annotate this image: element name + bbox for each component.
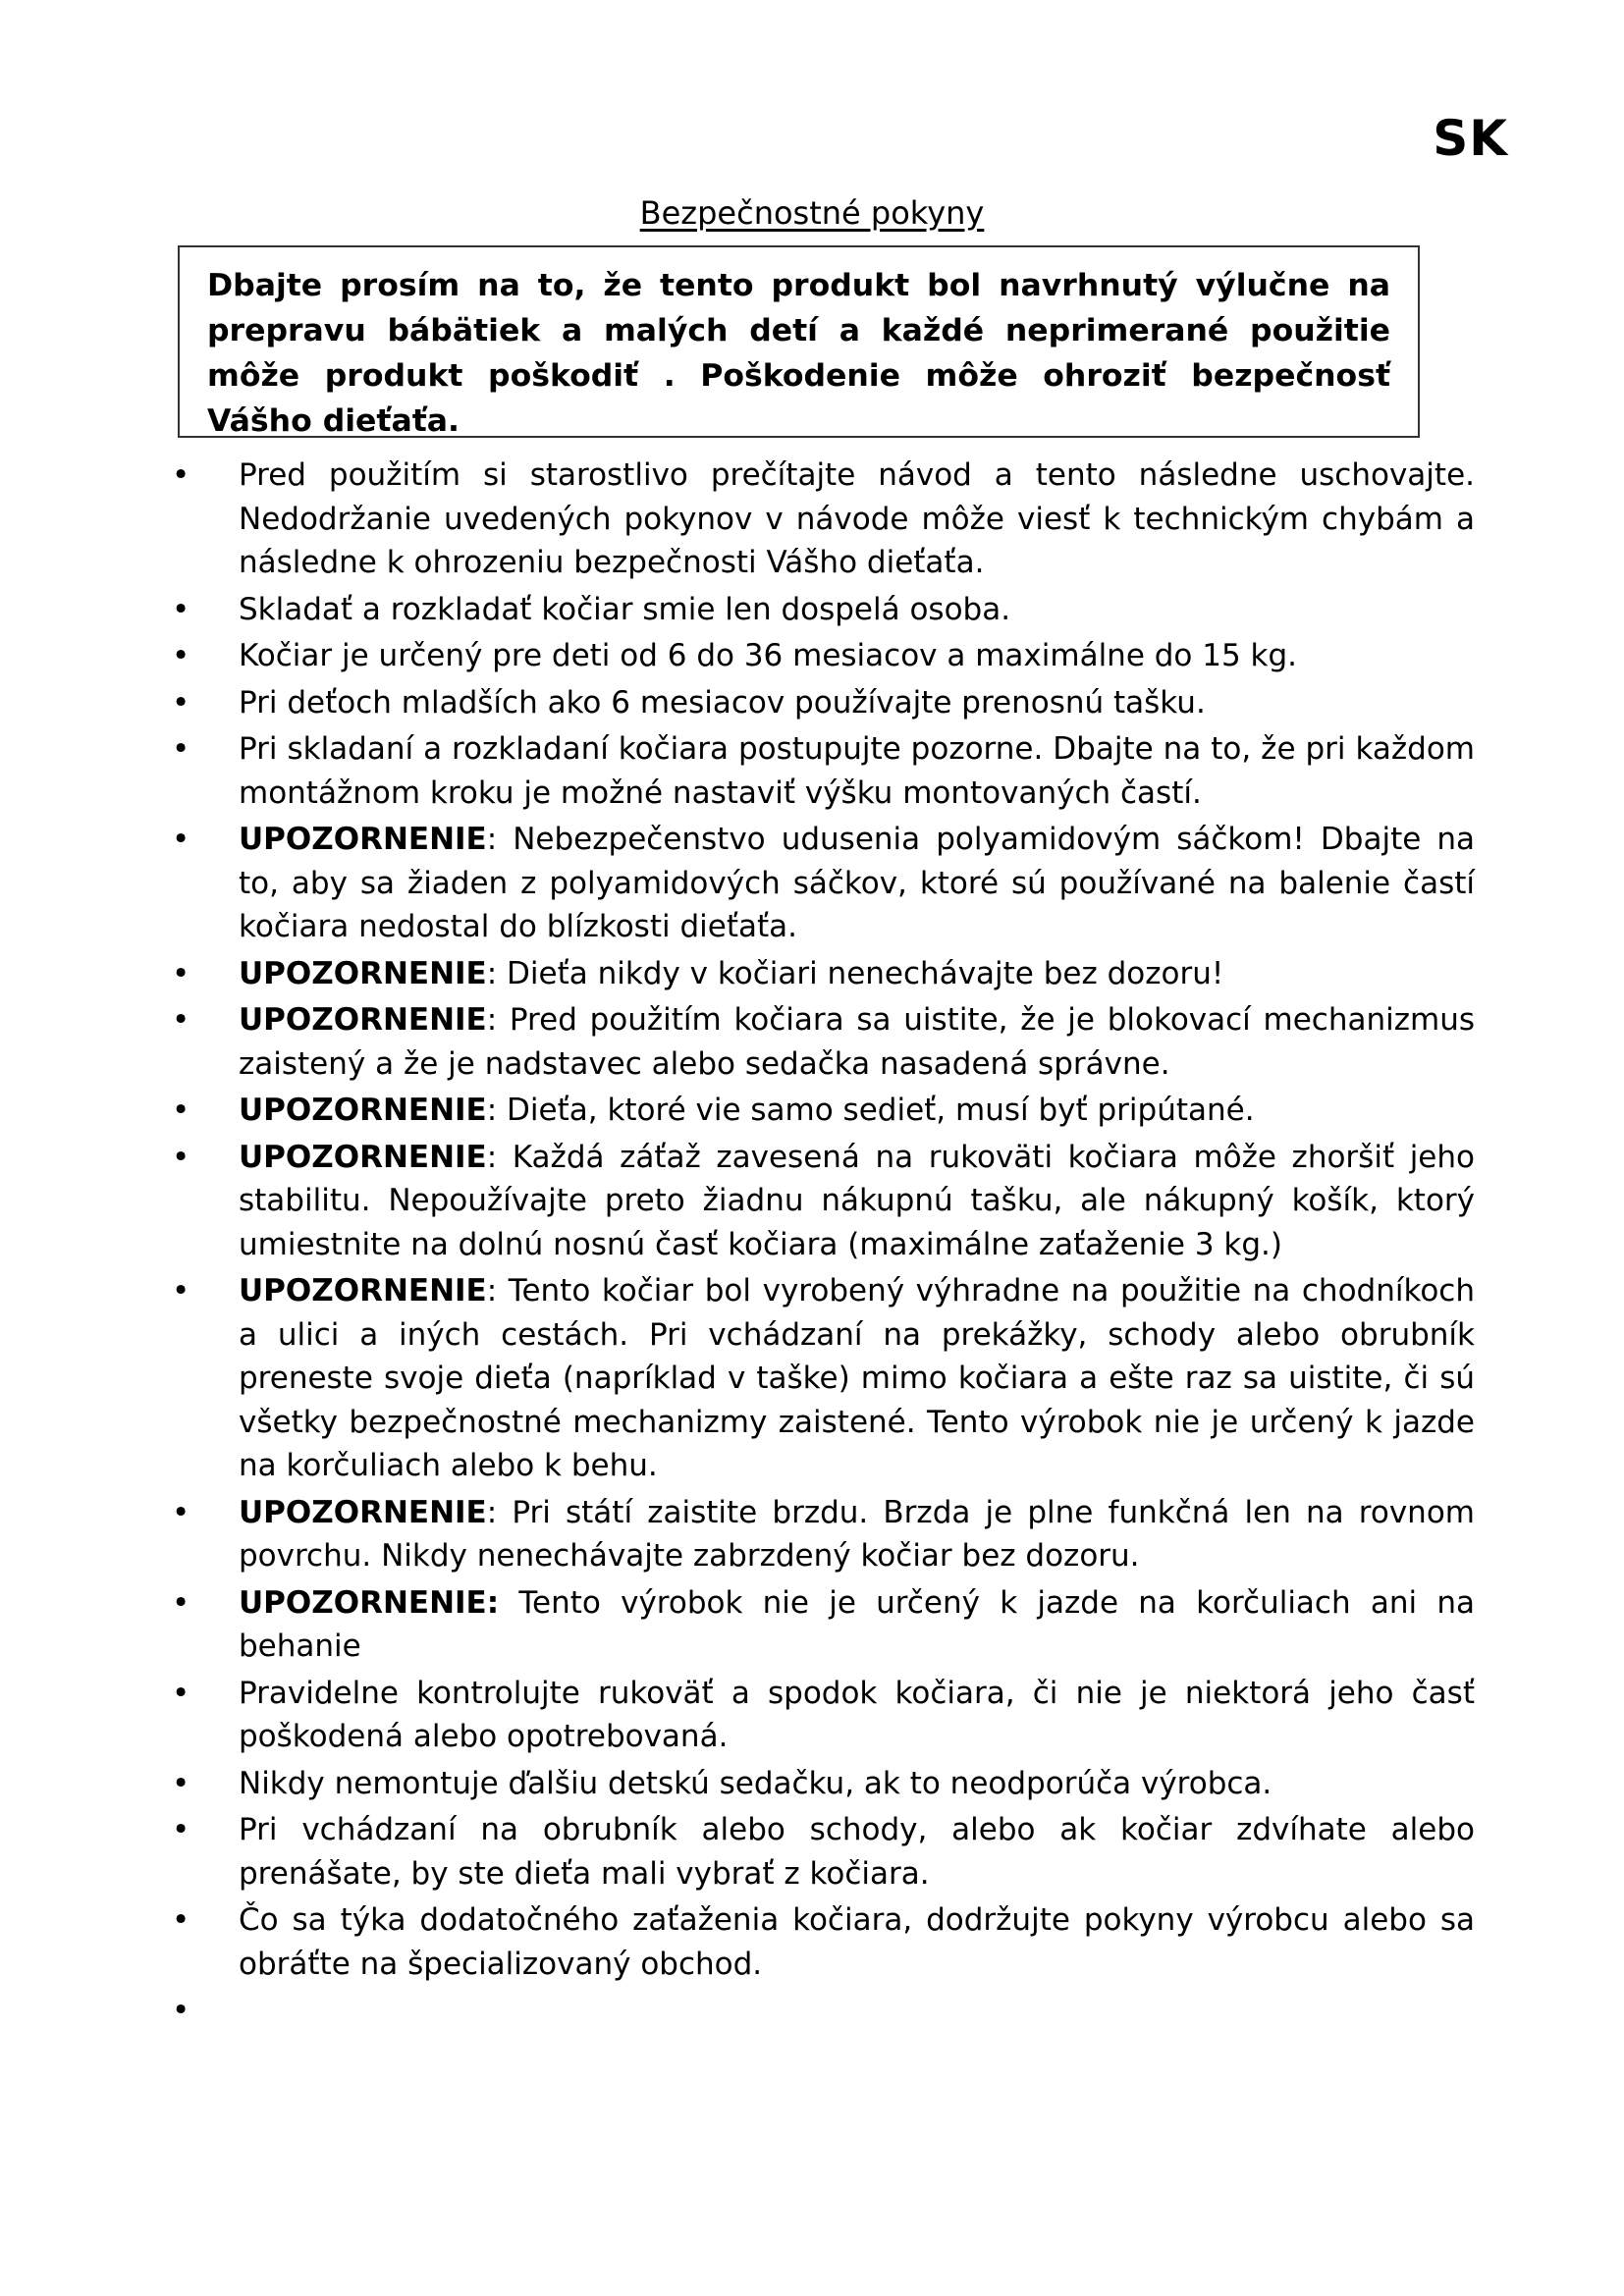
rule-text: Kočiar je určený pre deti od 6 do 36 mesiacov a maximálne do 15 kg. (239, 638, 1298, 673)
bullet-icon: • (172, 1093, 190, 1128)
bullet-icon: • (172, 1902, 190, 1938)
bullet-icon: • (172, 1812, 190, 1847)
rule-text: : Každá záťaž zavesená na rukoväti kočiara môže zhoršiť jeho stabilitu. Nepoužívajte preto žiadnu nákupnú tašku, ale nákupný košík, ktorý umiestnite na dolnú nosnú časť kočiara (maximálne zaťaženie 3 kg.) (239, 1139, 1475, 1262)
warning-label: UPOZORNENIE (239, 1002, 487, 1038)
list-item (0, 998, 1475, 1086)
language-code: SK (1433, 110, 1508, 167)
rule-text: : Pri státí zaistite brzdu. Brzda je plne funkčná len na rovnom povrchu. Nikdy nenechávajte zabrzdený kočiar bez dozoru. (239, 1494, 1475, 1574)
rule-text: : Dieťa, ktoré vie samo sedieť, musí byť pripútané. (486, 1093, 1255, 1128)
list-item (0, 1089, 1475, 1133)
safety-notice-text: Dbajte prosím na to, že tento produkt bol navrhnutý výlučne na prepravu bábätiek a malých detí a každé neprimerané použitie môže produkt poškodiť . Poškodenie môže ohroziť bezpečnosť Vášho dieťaťa. (207, 268, 1390, 439)
bullet-icon: • (172, 731, 190, 767)
warning-label: UPOZORNENIE (239, 1273, 487, 1308)
list-item (0, 1989, 1475, 2033)
rule-text: : Dieťa nikdy v kočiari nenechávajte bez dozoru! (486, 955, 1224, 991)
rule-text: Nikdy nemontuje ďalšiu detskú sedačku, ak to neodporúča výrobca. (239, 1765, 1272, 1801)
page-title-text: Bezpečnostné pokyny (639, 194, 985, 232)
bullet-icon: • (172, 822, 190, 857)
bullet-icon: • (172, 1584, 190, 1621)
warning-label: UPOZORNENIE: (239, 1584, 500, 1621)
rule-text: : Nebezpečenstvo udusenia polyamidovým sáčkom! Dbajte na to, aby sa žiaden z polyamidových sáčkov, ktoré sú používané na balenie častí kočiara nedostal do blízkosti dieťaťa. (239, 822, 1475, 944)
rule-text: : Tento kočiar bol vyrobený výhradne na použitie na chodníkoch a ulici a iných cestách. Pri vchádzaní na prekážky, schody alebo obrubník preneste svoje dieťa (napríklad v taške) mimo kočiara a ešte raz sa uistite, či sú všetky bezpečnostné mechanizmy zaistené. Tento výrobok nie je určený k jazde na korčuliach alebo k behu. (239, 1273, 1475, 1483)
list-item (0, 818, 1475, 949)
rule-text: Pri vchádzaní na obrubník alebo schody, alebo ak kočiar zdvíhate alebo prenášate, by ste dieťa mali vybrať z kočiara. (239, 1812, 1475, 1892)
warning-label: UPOZORNENIE (239, 1093, 487, 1128)
warning-label: UPOZORNENIE (239, 822, 487, 857)
list-item (0, 1808, 1475, 1896)
warning-label: UPOZORNENIE (239, 1139, 487, 1175)
list-item (0, 1269, 1475, 1488)
bullet-icon: • (172, 684, 190, 721)
list-item (0, 588, 1475, 632)
list-item (0, 681, 1475, 725)
list-item (0, 727, 1475, 815)
bullet-icon: • (172, 457, 190, 493)
list-item (0, 1581, 1475, 1669)
rule-text: Pred použitím si starostlivo prečítajte návod a tento následne uschovajte. Nedodržanie uvedených pokynov v návode môže viesť k technickým chybám a následne k ohrozeniu bezpečnosti Vášho dieťaťa. (239, 457, 1475, 580)
list-item (0, 1491, 1475, 1578)
page-title (0, 194, 1624, 232)
rule-text: Pri deťoch mladších ako 6 mesiacov používajte prenosnú tašku. (239, 684, 1206, 721)
rule-text: Čo sa týka dodatočného zaťaženia kočiara, dodržujte pokyny výrobcu alebo sa obráťte na špecializovaný obchod. (239, 1902, 1475, 1982)
bullet-icon: • (172, 1002, 190, 1038)
safety-rules-list (0, 454, 1624, 2036)
bullet-icon: • (172, 591, 190, 627)
warning-label: UPOZORNENIE (239, 1494, 487, 1530)
list-item (0, 454, 1475, 585)
rule-text: : Pred použitím kočiara sa uistite, že je blokovací mechanizmus zaistený a že je nadstavec alebo sedačka nasadená správne. (239, 1002, 1475, 1082)
rule-text: Skladať a rozkladať kočiar smie len dospelá osoba. (239, 591, 1011, 627)
bullet-icon: • (172, 1765, 190, 1801)
list-item (0, 634, 1475, 678)
list-item (0, 1136, 1475, 1267)
safety-notice-box (178, 245, 1420, 438)
bullet-icon: • (172, 1139, 190, 1175)
bullet-icon: • (172, 638, 190, 673)
list-item (0, 1898, 1475, 1986)
rule-text: Tento výrobok nie je určený k jazde na korčuliach ani na behanie (239, 1584, 1475, 1664)
rule-text: Pravidelne kontrolujte rukoväť a spodok kočiara, či nie je niektorá jeho časť poškodená alebo opotrebovaná. (239, 1675, 1475, 1754)
warning-label: UPOZORNENIE (239, 955, 487, 991)
bullet-icon: • (172, 1494, 190, 1530)
bullet-icon: • (172, 955, 190, 991)
bullet-icon: • (172, 1273, 190, 1308)
bullet-icon: • (172, 1993, 190, 2028)
list-item (0, 1762, 1475, 1806)
list-item (0, 952, 1475, 996)
bullet-icon: • (172, 1675, 190, 1711)
list-item (0, 1672, 1475, 1759)
rule-text: Pri skladaní a rozkladaní kočiara postupujte pozorne. Dbajte na to, že pri každom montážnom kroku je možné nastaviť výšku montovaných častí. (239, 731, 1475, 811)
